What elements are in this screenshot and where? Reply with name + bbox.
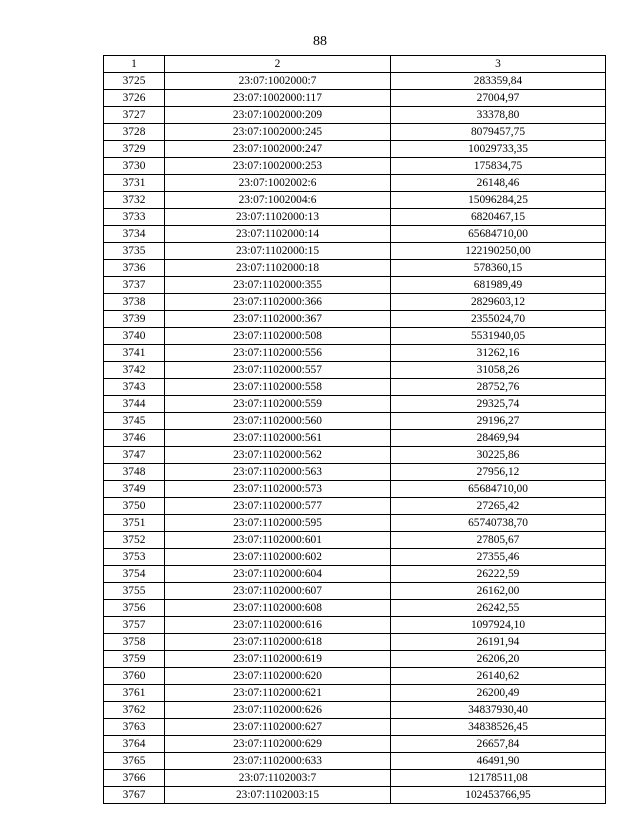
table-row [104,634,606,651]
table-row [104,328,606,345]
row-number-cell: 3740 [104,328,165,345]
cadastral-number-cell: 23:07:1102000:616 [165,617,391,634]
table-row [104,379,606,396]
table-header [104,56,606,73]
cadastral-number-cell: 23:07:1102000:508 [165,328,391,345]
table-row [104,243,606,260]
cadastral-number-cell: 23:07:1102000:629 [165,736,391,753]
value-cell: 2829603,12 [391,294,606,311]
cadastral-number-cell: 23:07:1002002:6 [165,175,391,192]
table-row [104,396,606,413]
value-cell: 681989,49 [391,277,606,294]
value-cell: 31058,26 [391,362,606,379]
row-number-cell: 3754 [104,566,165,583]
column-header-3: 3 [391,56,606,73]
row-number-cell: 3755 [104,583,165,600]
table-body [104,73,606,804]
value-cell: 26222,59 [391,566,606,583]
table-row [104,736,606,753]
cadastral-value-table [103,55,606,804]
row-number-cell: 3756 [104,600,165,617]
header-row [104,56,606,73]
cadastral-number-cell: 23:07:1102000:607 [165,583,391,600]
row-number-cell: 3734 [104,226,165,243]
cadastral-number-cell: 23:07:1102003:7 [165,770,391,787]
row-number-cell: 3766 [104,770,165,787]
cadastral-number-cell: 23:07:1102000:562 [165,447,391,464]
row-number-cell: 3742 [104,362,165,379]
row-number-cell: 3761 [104,685,165,702]
cadastral-number-cell: 23:07:1102000:559 [165,396,391,413]
column-header-2: 2 [165,56,391,73]
table-row [104,770,606,787]
value-cell: 15096284,25 [391,192,606,209]
cadastral-number-cell: 23:07:1102000:618 [165,634,391,651]
cadastral-number-cell: 23:07:1002004:6 [165,192,391,209]
table-row [104,532,606,549]
table-row [104,362,606,379]
row-number-cell: 3741 [104,345,165,362]
cadastral-number-cell: 23:07:1102000:626 [165,702,391,719]
value-cell: 2355024,70 [391,311,606,328]
value-cell: 28469,94 [391,430,606,447]
cadastral-number-cell: 23:07:1102000:556 [165,345,391,362]
cadastral-number-cell: 23:07:1102000:595 [165,515,391,532]
table-row [104,617,606,634]
cadastral-number-cell: 23:07:1102000:18 [165,260,391,277]
row-number-cell: 3757 [104,617,165,634]
row-number-cell: 3746 [104,430,165,447]
table-row [104,719,606,736]
cadastral-number-cell: 23:07:1102000:560 [165,413,391,430]
value-cell: 65740738,70 [391,515,606,532]
table-row [104,175,606,192]
table-row [104,107,606,124]
value-cell: 29196,27 [391,413,606,430]
cadastral-number-cell: 23:07:1102000:561 [165,430,391,447]
value-cell: 26191,94 [391,634,606,651]
row-number-cell: 3732 [104,192,165,209]
cadastral-number-cell: 23:07:1102000:627 [165,719,391,736]
value-cell: 34838526,45 [391,719,606,736]
row-number-cell: 3727 [104,107,165,124]
row-number-cell: 3752 [104,532,165,549]
table-row [104,192,606,209]
row-number-cell: 3751 [104,515,165,532]
value-cell: 26242,55 [391,600,606,617]
table-row [104,583,606,600]
table-row [104,753,606,770]
table-row [104,464,606,481]
cadastral-number-cell: 23:07:1002000:245 [165,124,391,141]
cadastral-number-cell: 23:07:1102000:602 [165,549,391,566]
cadastral-number-cell: 23:07:1102000:573 [165,481,391,498]
row-number-cell: 3750 [104,498,165,515]
cadastral-number-cell: 23:07:1002000:117 [165,90,391,107]
cadastral-number-cell: 23:07:1102000:633 [165,753,391,770]
table-row [104,226,606,243]
value-cell: 1097924,10 [391,617,606,634]
row-number-cell: 3730 [104,158,165,175]
row-number-cell: 3747 [104,447,165,464]
cadastral-number-cell: 23:07:1102000:14 [165,226,391,243]
value-cell: 26200,49 [391,685,606,702]
table-row [104,515,606,532]
value-cell: 65684710,00 [391,226,606,243]
row-number-cell: 3760 [104,668,165,685]
value-cell: 27004,97 [391,90,606,107]
value-cell: 33378,80 [391,107,606,124]
value-cell: 31262,16 [391,345,606,362]
value-cell: 10029733,35 [391,141,606,158]
row-number-cell: 3729 [104,141,165,158]
table-row [104,90,606,107]
value-cell: 26657,84 [391,736,606,753]
row-number-cell: 3744 [104,396,165,413]
row-number-cell: 3764 [104,736,165,753]
cadastral-number-cell: 23:07:1102000:355 [165,277,391,294]
table-row [104,294,606,311]
cadastral-number-cell: 23:07:1002000:253 [165,158,391,175]
table-row [104,566,606,583]
table-row [104,668,606,685]
cadastral-number-cell: 23:07:1102000:608 [165,600,391,617]
cadastral-number-cell: 23:07:1102000:13 [165,209,391,226]
cadastral-number-cell: 23:07:1102000:604 [165,566,391,583]
row-number-cell: 3735 [104,243,165,260]
row-number-cell: 3759 [104,651,165,668]
value-cell: 27956,12 [391,464,606,481]
table-row [104,209,606,226]
value-cell: 29325,74 [391,396,606,413]
value-cell: 6820467,15 [391,209,606,226]
row-number-cell: 3763 [104,719,165,736]
table-row [104,124,606,141]
table-row [104,345,606,362]
row-number-cell: 3749 [104,481,165,498]
value-cell: 122190250,00 [391,243,606,260]
value-cell: 27355,46 [391,549,606,566]
table-row [104,481,606,498]
table-row [104,600,606,617]
value-cell: 102453766,95 [391,787,606,804]
value-cell: 5531940,05 [391,328,606,345]
table-row [104,141,606,158]
cadastral-number-cell: 23:07:1102000:563 [165,464,391,481]
row-number-cell: 3745 [104,413,165,430]
value-cell: 26148,46 [391,175,606,192]
cadastral-number-cell: 23:07:1002000:209 [165,107,391,124]
cadastral-number-cell: 23:07:1102000:621 [165,685,391,702]
table-row [104,311,606,328]
table-row [104,73,606,90]
value-cell: 12178511,08 [391,770,606,787]
row-number-cell: 3762 [104,702,165,719]
row-number-cell: 3748 [104,464,165,481]
value-cell: 175834,75 [391,158,606,175]
table-row [104,498,606,515]
value-cell: 28752,76 [391,379,606,396]
cadastral-number-cell: 23:07:1102000:601 [165,532,391,549]
value-cell: 283359,84 [391,73,606,90]
row-number-cell: 3739 [104,311,165,328]
value-cell: 578360,15 [391,260,606,277]
cadastral-number-cell: 23:07:1102000:577 [165,498,391,515]
column-header-1: 1 [104,56,165,73]
cadastral-number-cell: 23:07:1102000:620 [165,668,391,685]
cadastral-number-cell: 23:07:1002000:247 [165,141,391,158]
page-number: 88 [313,34,327,49]
row-number-cell: 3765 [104,753,165,770]
value-cell: 26162,00 [391,583,606,600]
table-row [104,430,606,447]
row-number-cell: 3758 [104,634,165,651]
cadastral-number-cell: 23:07:1102000:619 [165,651,391,668]
value-cell: 26206,20 [391,651,606,668]
value-cell: 27265,42 [391,498,606,515]
value-cell: 65684710,00 [391,481,606,498]
cadastral-number-cell: 23:07:1102000:558 [165,379,391,396]
table-row [104,260,606,277]
value-cell: 27805,67 [391,532,606,549]
row-number-cell: 3743 [104,379,165,396]
table-row [104,413,606,430]
row-number-cell: 3728 [104,124,165,141]
value-cell: 30225,86 [391,447,606,464]
row-number-cell: 3767 [104,787,165,804]
row-number-cell: 3737 [104,277,165,294]
table-row [104,651,606,668]
row-number-cell: 3736 [104,260,165,277]
cadastral-number-cell: 23:07:1102000:366 [165,294,391,311]
value-cell: 34837930,40 [391,702,606,719]
table-row [104,702,606,719]
cadastral-number-cell: 23:07:1102000:557 [165,362,391,379]
value-cell: 46491,90 [391,753,606,770]
row-number-cell: 3726 [104,90,165,107]
table-row [104,685,606,702]
row-number-cell: 3753 [104,549,165,566]
row-number-cell: 3738 [104,294,165,311]
cadastral-number-cell: 23:07:1002000:7 [165,73,391,90]
row-number-cell: 3733 [104,209,165,226]
value-cell: 26140,62 [391,668,606,685]
table-row [104,158,606,175]
row-number-cell: 3731 [104,175,165,192]
cadastral-number-cell: 23:07:1102000:367 [165,311,391,328]
cadastral-number-cell: 23:07:1102000:15 [165,243,391,260]
cadastral-number-cell: 23:07:1102003:15 [165,787,391,804]
value-cell: 8079457,75 [391,124,606,141]
table-row [104,277,606,294]
row-number-cell: 3725 [104,73,165,90]
table-row [104,447,606,464]
table-row [104,549,606,566]
table-row [104,787,606,804]
